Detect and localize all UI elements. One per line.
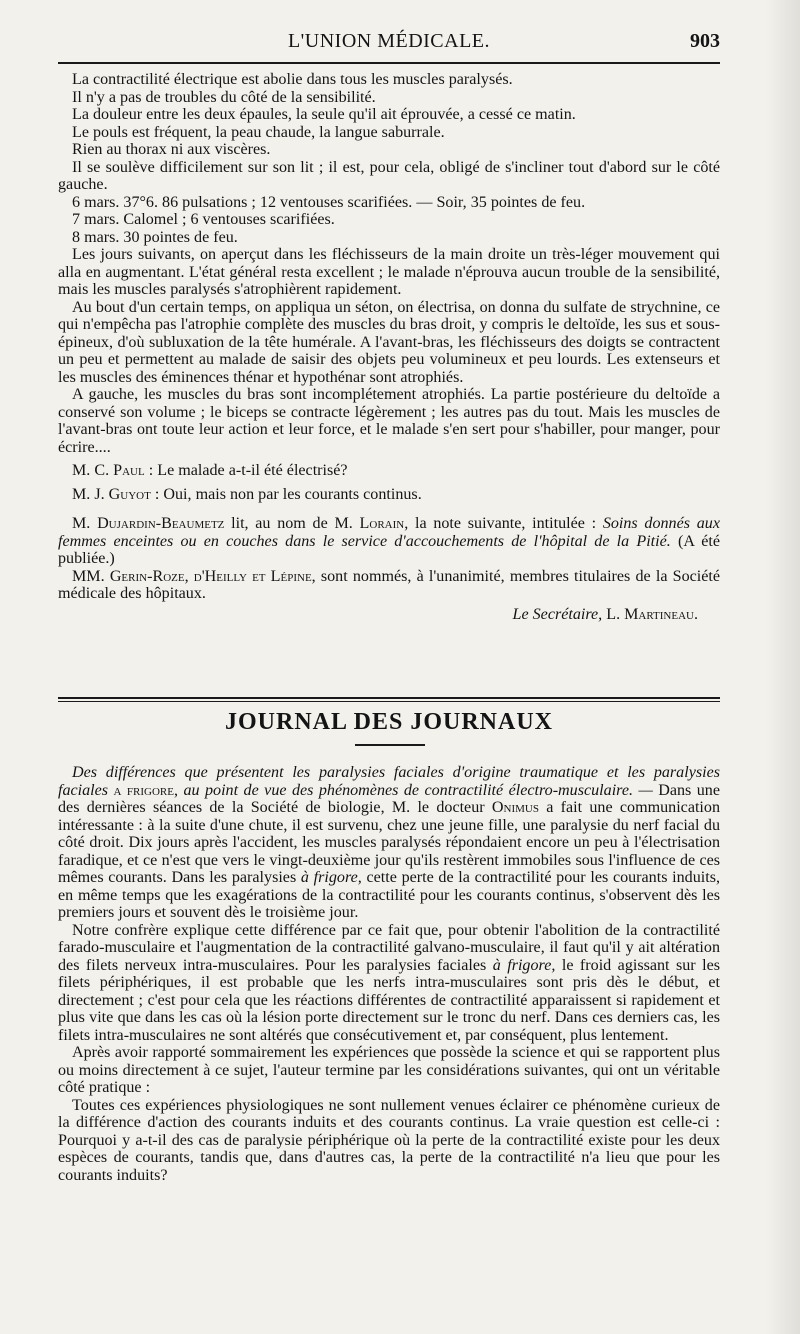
article-title-frigore: a frigore, xyxy=(113,781,178,799)
signature xyxy=(58,606,720,624)
case-report xyxy=(58,71,720,623)
article-title-2: au point de vue des phénomènes de contractilité électro-musculaire. — xyxy=(183,781,653,799)
lorain-text-2: , la note suivante, intitulée : xyxy=(404,515,597,532)
p2-before: Notre confrère explique cette différence par ce fait que, pour obtenir l'abolition de la contractilité farado-musculaire et l'augmentation de la contractilité galvano-musculaire, il faut qu'il y ait altération des filets nerveux intra-musculaires. Pour les paralysies faciales xyxy=(58,921,720,974)
report-paragraph: Il se soulève difficilement sur son lit ; il est, pour cela, obligé de s'incliner tout d'abord sur le côté gauche. xyxy=(58,158,720,193)
p1-before-name: Dans une des dernières séances de la Société de biologie, M. le docteur xyxy=(58,781,720,816)
speaker-paul: M. C. Paul : xyxy=(72,462,154,479)
report-paragraph: Au bout d'un certain temps, on appliqua un séton, on électrisa, on donna du sulfate de strychnine, ce qui n'empêcha pas l'atrophie complète des muscles du bras droit, y compris le deltoïde, les sus et sous-épineux, d'où subluxation de la tête humérale. A l'avant-bras, les fléchisseurs des doigts se contractent un peu et permettent au malade de saisir des objets peu volumineux et peu lourds. Les extenseurs et les muscles des éminences thénar et hypothénar sont atrophiés. xyxy=(58,298,720,386)
p2-after: le froid agissant sur les filets périphériques, il est probable que les nerfs intra-musculaires sont pris dès le début, et directement ; c'est pour cela que les réactions différentes de contractilité apparaissent si rapidement et plus vite que dans les cas où la lésion porte directement sur le tronc du nerf. Dans ces derniers cas, les filets intra-musculaires ne sont altérés que consécutivement et, par conséquent, plus lentement. xyxy=(58,956,720,1044)
journal-article xyxy=(58,764,720,1184)
speaker-guyot: M. J. Guyot : xyxy=(72,485,160,503)
p2-frigore: à frigore, xyxy=(492,956,556,974)
section-rule-top xyxy=(58,697,720,699)
header-rule xyxy=(58,62,720,64)
article-title-1: Des différences que présentent les paralysies faciales d'origine traumatique et les paralysies faciales xyxy=(58,764,720,799)
page-number: 903 xyxy=(690,30,720,52)
article-paragraph-3: Après avoir rapporté sommairement les expériences que possède la science et qui se rapportent plus ou moins directement à ce sujet, l'auteur termine par les considérations suivantes, qui ont un véritable côté pratique : xyxy=(58,1044,720,1096)
author-onimus: Onimus xyxy=(491,799,539,816)
lorain-title: Soins donnés aux femmes enceintes ou en couches dans le service d'accouchements de l'hôpital de la Pitié. xyxy=(58,515,720,550)
signature-role: Le Secrétaire, xyxy=(512,605,603,623)
signature-name: L. Martineau. xyxy=(606,605,698,623)
title-underline xyxy=(355,744,425,746)
journal-section-title: JOURNAL DES JOURNAUX xyxy=(224,709,554,735)
report-paragraph: Rien au thorax ni aux viscères. xyxy=(72,141,271,158)
discussion-answer xyxy=(58,486,720,504)
section-rule-bottom xyxy=(58,701,720,702)
article-paragraph-4: Toutes ces expériences physiologiques ne sont nullement venues éclairer ce phénomène curieux de la différence d'action des courants induits et des courants continus. La vraie question est celle-ci : Pourquoi y a-t-il des cas de paralysie périphérique où la perte de la contractilité existe pour les deux espèces de courants, tandis que, dans d'autres cas, la perte de la contractilité n'a lieu que pour les courants induits? xyxy=(58,1096,720,1184)
question-text: Le malade a-t-il été électrisé? xyxy=(157,462,348,479)
speaker-dujardin: M. Dujardin-Beaumetz xyxy=(72,515,225,532)
report-paragraph: La contractilité électrique est abolie dans tous les muscles paralysés. xyxy=(72,71,513,88)
lorain-text-1: lit, au nom de xyxy=(231,515,328,532)
report-paragraph: Il n'y a pas de troubles du côté de la sensibilité. xyxy=(72,88,376,106)
report-paragraph: 6 mars. 37°6. 86 pulsations ; 12 ventouses scarifiées. — Soir, 35 pointes de feu. xyxy=(72,193,586,211)
lorain-note: (A été publiée.) xyxy=(58,532,720,567)
report-paragraph: A gauche, les muscles du bras sont incomplétement atrophiés. La partie postérieure du deltoïde a conservé son volume ; le biceps se contracte légèrement ; les autres pas du tout. Mais les muscles de l'avant-bras ont toute leur action et leur force, et le malade s'en sert pour s'habiller, pour manger, pour écrire.... xyxy=(58,386,720,456)
page-header xyxy=(58,30,720,56)
report-paragraph: 8 mars. 30 pointes de feu. xyxy=(72,228,238,246)
report-paragraph: Le pouls est fréquent, la peau chaude, la langue saburrale. xyxy=(72,123,445,141)
lorain-note-paragraph xyxy=(58,515,720,568)
p1-after-name: a fait une communication intéressante : à la suite d'une chute, il est survenu, chez une jeune fille, une paralysie du nerf facial du côté droit. Dix jours après l'accident, les muscles paralysés répondaient encore un peu à l'électrisation faradique, et ce n'est que vers le vingt-deuxième jour qu'ils restèrent immobiles sous l'influence de ces mêmes courants. Dans les paralysies xyxy=(58,799,720,886)
p1-end: cette perte de la contractilité pour les courants induits, en même temps que les exagérations de la contractilité pour les courants continus, s'observent dès les premiers jours et souvent dès le troisième jour. xyxy=(58,869,720,921)
report-paragraph: La douleur entre les deux épaules, la seule qu'il ait éprouvée, a cessé ce matin. xyxy=(72,106,576,123)
p1-frigore: à frigore, xyxy=(300,869,362,886)
members-names: MM. Gerin-Roze, d'Heilly et Lépine, xyxy=(72,567,316,585)
report-paragraph: Les jours suivants, on aperçut dans les fléchisseurs de la main droite un très-léger mouvement qui alla en augmentant. L'état général resta excellent ; le malade n'éprouva aucun trouble de la sensibilité, mais les muscles paralysés s'atrophièrent rapidement. xyxy=(58,246,720,298)
lorain-name: M. Lorain xyxy=(334,515,405,532)
members-paragraph xyxy=(58,568,720,603)
discussion-question xyxy=(58,462,720,480)
report-paragraph: 7 mars. Calomel ; 6 ventouses scarifiées. xyxy=(72,211,335,228)
answer-text: Oui, mais non par les courants continus. xyxy=(163,485,422,503)
article-paragraph-2 xyxy=(58,922,720,1045)
members-text: sont nommés, à l'unanimité, membres titulaires de la Société médicale des hôpitaux. xyxy=(58,567,720,602)
article-paragraph-1 xyxy=(58,764,720,922)
running-title: L'UNION MÉDICALE. xyxy=(287,30,491,52)
